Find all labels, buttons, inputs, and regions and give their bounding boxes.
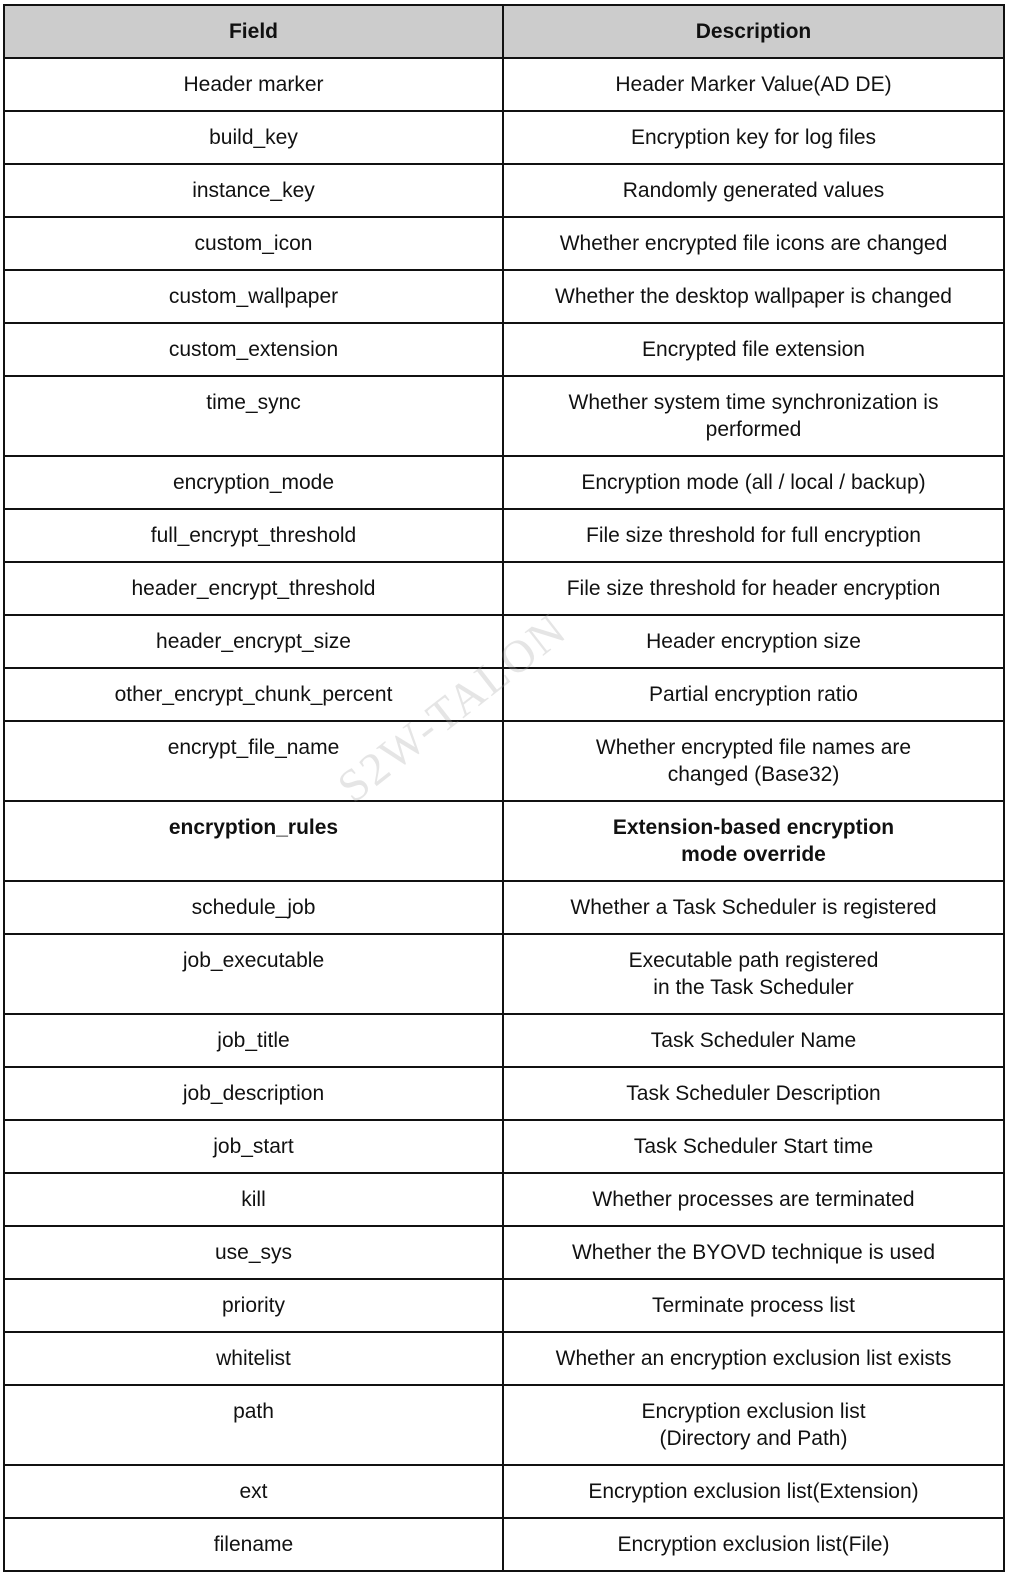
table-row <box>4 615 1004 668</box>
description-cell <box>503 376 1004 456</box>
field-cell: instance_key <box>4 164 503 217</box>
header-field: Field <box>4 5 503 58</box>
description-cell <box>503 668 1004 721</box>
table-row <box>4 934 1004 1014</box>
field-cell: build_key <box>4 111 503 164</box>
header-description: Description <box>503 5 1004 58</box>
field-cell: Header marker <box>4 58 503 111</box>
field-cell: encryption_mode <box>4 456 503 509</box>
description-line: mode override <box>681 843 826 866</box>
field-cell: custom_extension <box>4 323 503 376</box>
description-line: Terminate process list <box>651 1294 856 1317</box>
table-row <box>4 1465 1004 1518</box>
description-cell <box>503 323 1004 376</box>
description-line: Whether a Task Scheduler is registered <box>570 896 937 919</box>
description-line: Encrypted file extension <box>642 338 865 361</box>
field-description-table <box>3 4 1005 1572</box>
description-cell <box>503 1226 1004 1279</box>
description-line: Encryption exclusion list(File) <box>617 1533 890 1556</box>
description-cell <box>503 615 1004 668</box>
field-cell: path <box>4 1385 503 1465</box>
description-cell <box>503 721 1004 801</box>
description-cell <box>503 1332 1004 1385</box>
description-cell <box>503 1385 1004 1465</box>
field-cell: job_start <box>4 1120 503 1173</box>
table-row <box>4 456 1004 509</box>
table-row <box>4 58 1004 111</box>
description-line: Whether encrypted file icons are changed <box>559 232 948 255</box>
description-cell <box>503 509 1004 562</box>
table-row <box>4 509 1004 562</box>
description-cell <box>503 1067 1004 1120</box>
table-row <box>4 668 1004 721</box>
description-line: Whether encrypted file names are <box>595 736 912 759</box>
description-cell <box>503 217 1004 270</box>
description-line: Extension-based encryption <box>612 816 895 839</box>
description-cell <box>503 1518 1004 1571</box>
table-body <box>4 58 1004 1571</box>
table-row <box>4 1279 1004 1332</box>
table-row <box>4 1332 1004 1385</box>
table-row <box>4 270 1004 323</box>
description-line: File size threshold for header encryption <box>566 577 941 600</box>
description-line: Encryption mode (all / local / backup) <box>581 471 926 494</box>
description-line: Encryption exclusion list <box>641 1400 866 1423</box>
field-cell: custom_wallpaper <box>4 270 503 323</box>
description-cell <box>503 934 1004 1014</box>
description-cell <box>503 1014 1004 1067</box>
description-cell <box>503 456 1004 509</box>
description-cell <box>503 1279 1004 1332</box>
description-line: in the Task Scheduler <box>653 976 854 999</box>
description-cell <box>503 1120 1004 1173</box>
description-line: Randomly generated values <box>622 179 885 202</box>
description-line: Encryption key for log files <box>630 126 877 149</box>
description-line: Task Scheduler Description <box>626 1082 881 1105</box>
table-row <box>4 1120 1004 1173</box>
description-line: Task Scheduler Start time <box>633 1135 874 1158</box>
field-cell: filename <box>4 1518 503 1571</box>
field-cell: encryption_rules <box>4 801 503 881</box>
description-cell <box>503 1173 1004 1226</box>
field-cell: time_sync <box>4 376 503 456</box>
field-cell: schedule_job <box>4 881 503 934</box>
table-row <box>4 801 1004 881</box>
description-cell <box>503 111 1004 164</box>
table-row <box>4 1518 1004 1571</box>
table-row <box>4 721 1004 801</box>
field-cell: full_encrypt_threshold <box>4 509 503 562</box>
description-line: Header Marker Value(AD DE) <box>615 73 892 96</box>
table-row <box>4 376 1004 456</box>
watermark-text: S2W-TALON <box>327 602 577 813</box>
field-cell: job_description <box>4 1067 503 1120</box>
description-line: Partial encryption ratio <box>649 683 858 706</box>
table-row <box>4 1173 1004 1226</box>
field-cell: ext <box>4 1465 503 1518</box>
field-cell: job_title <box>4 1014 503 1067</box>
description-line: File size threshold for full encryption <box>586 524 921 547</box>
field-cell: other_encrypt_chunk_percent <box>4 668 503 721</box>
field-cell: header_encrypt_size <box>4 615 503 668</box>
table-row <box>4 1226 1004 1279</box>
field-cell: priority <box>4 1279 503 1332</box>
table-row <box>4 217 1004 270</box>
description-cell <box>503 270 1004 323</box>
description-cell <box>503 562 1004 615</box>
description-cell <box>503 801 1004 881</box>
description-line: Whether system time synchronization is <box>568 391 939 414</box>
table-row <box>4 1014 1004 1067</box>
table-row <box>4 562 1004 615</box>
table-header-row <box>4 5 1004 58</box>
description-line: Whether the BYOVD technique is used <box>571 1241 936 1264</box>
table-row <box>4 881 1004 934</box>
description-cell <box>503 1465 1004 1518</box>
description-cell <box>503 881 1004 934</box>
table-row <box>4 1067 1004 1120</box>
field-cell: header_encrypt_threshold <box>4 562 503 615</box>
table-row <box>4 111 1004 164</box>
table-row <box>4 1385 1004 1465</box>
field-cell: job_executable <box>4 934 503 1014</box>
description-line: changed (Base32) <box>667 763 840 786</box>
description-line: Task Scheduler Name <box>650 1029 857 1052</box>
field-cell: whitelist <box>4 1332 503 1385</box>
description-cell <box>503 164 1004 217</box>
description-line: Header encryption size <box>646 630 861 653</box>
table-row <box>4 164 1004 217</box>
description-line: performed <box>705 418 802 441</box>
field-cell: custom_icon <box>4 217 503 270</box>
table-row <box>4 323 1004 376</box>
description-line: Encryption exclusion list(Extension) <box>588 1480 919 1503</box>
field-description-table-container <box>3 4 1003 1572</box>
field-cell: use_sys <box>4 1226 503 1279</box>
field-cell: kill <box>4 1173 503 1226</box>
description-line: Whether an encryption exclusion list exists <box>555 1347 952 1370</box>
description-line: Whether the desktop wallpaper is changed <box>555 285 952 308</box>
description-line: Whether processes are terminated <box>592 1188 915 1211</box>
description-cell <box>503 58 1004 111</box>
field-cell: encrypt_file_name <box>4 721 503 801</box>
description-line: Executable path registered <box>628 949 879 972</box>
description-line: (Directory and Path) <box>659 1427 848 1450</box>
